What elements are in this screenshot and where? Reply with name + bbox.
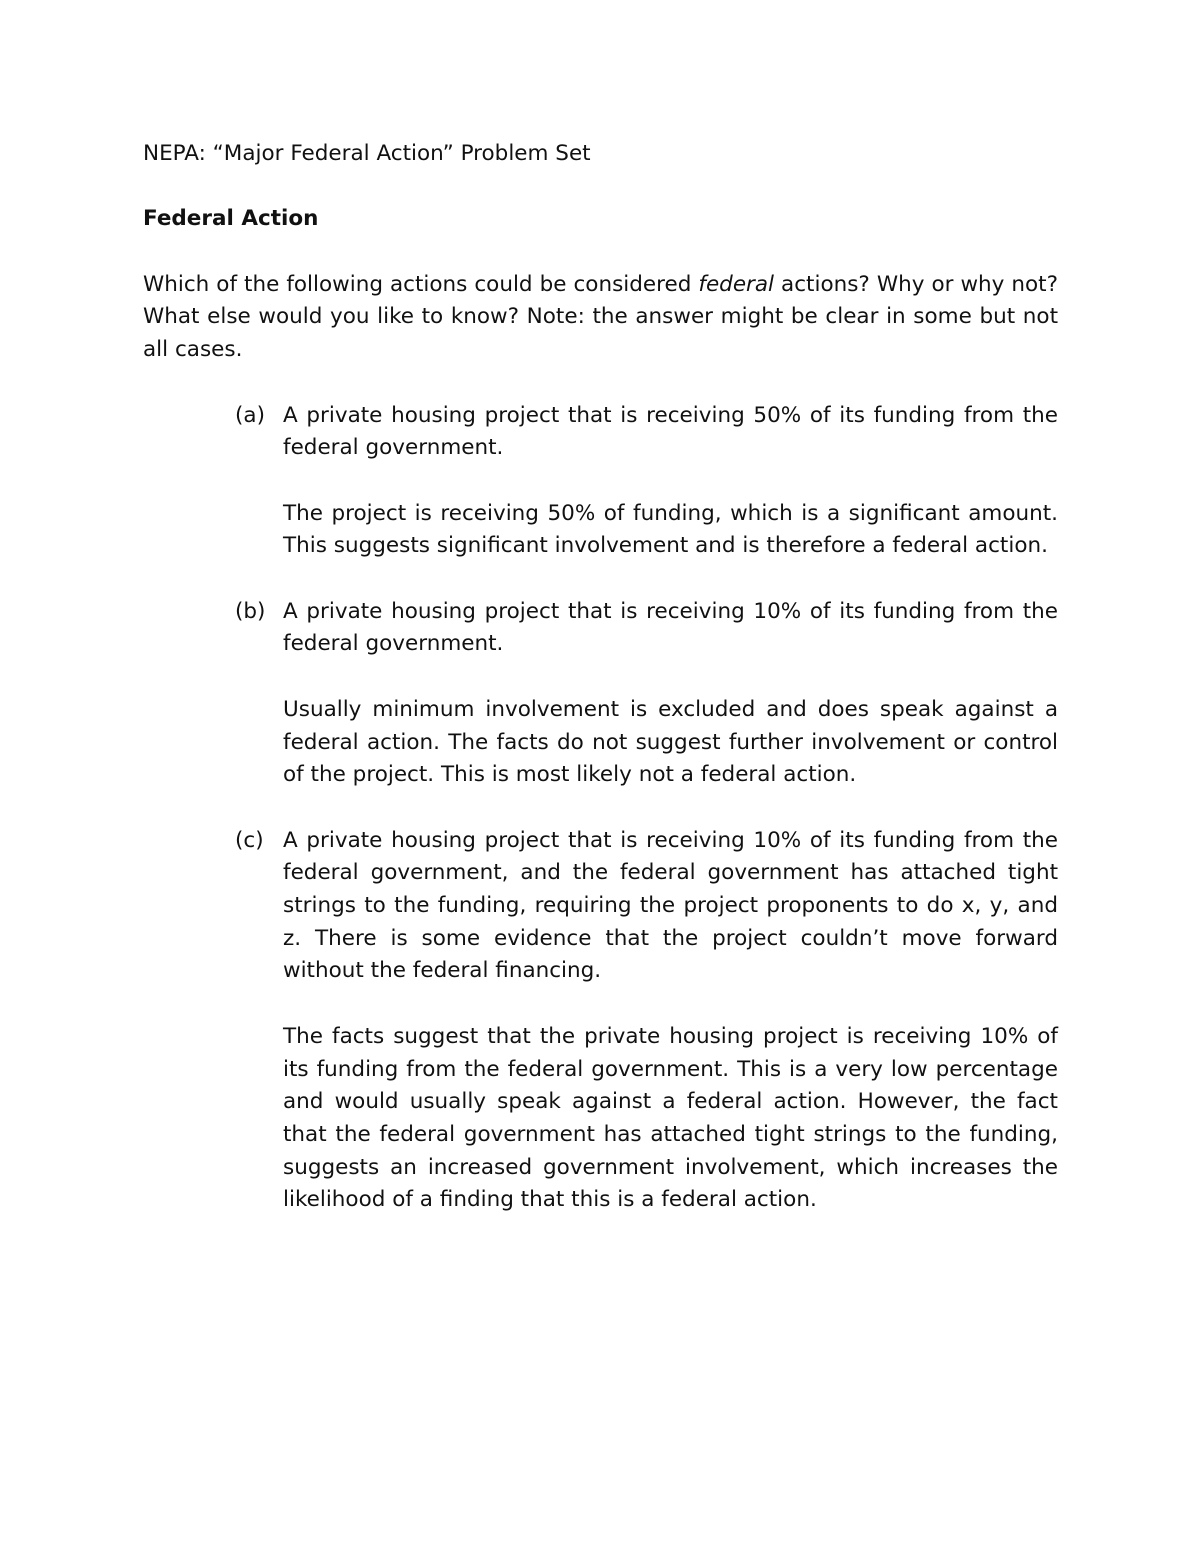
item-c-marker: (c)	[235, 827, 264, 853]
item-a-marker: (a)	[235, 402, 265, 428]
item-c-question: A private housing project that is receiving 10% of its funding from the federal government, and the federal government has attached tight strings to the funding, requiring the project proponents to do x, y, and z. There is some evidence that the project couldn’t move forward without the federal financing.	[283, 827, 1058, 984]
item-a	[235, 400, 1058, 564]
section-heading: Federal Action	[143, 206, 319, 232]
item-a-answer: The project is receiving 50% of funding, which is a significant amount. This suggests significant involvement and is therefore a federal action.	[283, 500, 1058, 559]
item-b-answer: Usually minimum involvement is excluded and does speak against a federal action. The facts do not suggest further involvement or control of the project. This is most likely not a federal action.	[283, 696, 1058, 788]
document-page	[143, 138, 1058, 1250]
item-c	[235, 825, 1058, 1217]
item-a-question: A private housing project that is receiving 50% of its funding from the federal government.	[283, 402, 1058, 461]
item-b	[235, 596, 1058, 792]
intro-text-before: Which of the following actions could be considered	[143, 271, 699, 297]
intro-paragraph	[143, 269, 1058, 367]
item-b-question: A private housing project that is receiving 10% of its funding from the federal government.	[283, 598, 1058, 657]
item-b-marker: (b)	[235, 598, 266, 624]
intro-emphasis: federal	[698, 271, 775, 297]
document-title: NEPA: “Major Federal Action” Problem Set	[143, 141, 591, 166]
item-c-answer: The facts suggest that the private housing project is receiving 10% of its funding from the federal government. This is a very low percentage and would usually speak against a federal action. However, the fact that the federal government has attached tight strings to the funding, suggests an increased government involvement, which increases the likelihood of a finding that this is a federal action.	[283, 1023, 1058, 1213]
intro-text-after: actions? Why or why not? What else would you like to know? Note: the answer might be clear in some but not all cases.	[143, 271, 1059, 363]
